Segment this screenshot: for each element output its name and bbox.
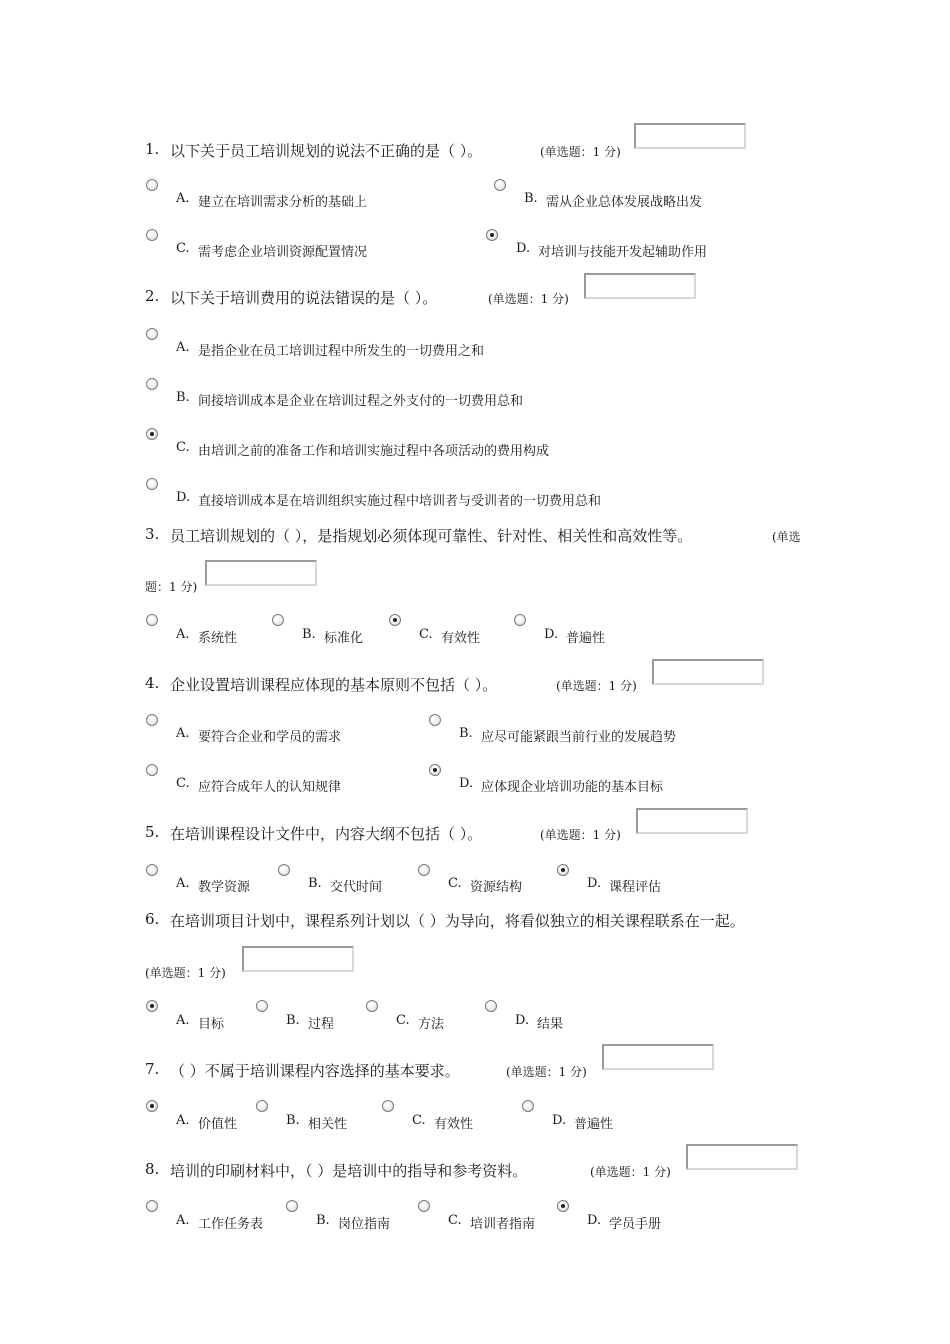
option-letter: B. (459, 726, 473, 741)
option-text: 学员手册 (609, 1217, 662, 1232)
option-letter: D. (544, 627, 559, 642)
radio-button[interactable] (418, 864, 430, 876)
question-meta: (单选题：1 分) (540, 828, 621, 842)
option-letter: B. (302, 627, 316, 642)
radio-button[interactable] (389, 614, 401, 626)
question-number: 2. (145, 287, 160, 305)
radio-button[interactable] (146, 864, 158, 876)
option-letter: B. (286, 1113, 300, 1128)
option-letter: A. (176, 876, 190, 891)
radio-button[interactable] (418, 1200, 430, 1212)
option-text: 课程评估 (609, 880, 662, 895)
radio-button[interactable] (146, 764, 158, 776)
option-text: 标准化 (324, 631, 364, 646)
radio-button[interactable] (557, 1200, 569, 1212)
option-text: 资源结构 (470, 880, 523, 895)
option-letter: B. (176, 390, 190, 405)
option-text: 有效性 (434, 1117, 474, 1132)
question-meta: (单选题：1 分) (488, 292, 569, 306)
option-letter: D. (516, 241, 531, 256)
option-letter: C. (176, 440, 190, 455)
radio-button[interactable] (256, 1000, 268, 1012)
question-text: 以下关于培训费用的说法错误的是（ ）。 (170, 289, 438, 307)
option-text: 交代时间 (330, 880, 383, 895)
option-text: 应体现企业培训功能的基本目标 (481, 780, 664, 795)
option-letter: A. (176, 340, 190, 355)
radio-button[interactable] (494, 179, 506, 191)
option-text: 要符合企业和学员的需求 (198, 730, 342, 745)
radio-button[interactable] (429, 714, 441, 726)
question-number: 4. (145, 674, 160, 692)
option-text: 结果 (537, 1017, 564, 1032)
radio-button[interactable] (429, 764, 441, 776)
score-input[interactable] (634, 123, 746, 149)
option-letter: A. (176, 191, 190, 206)
score-input[interactable] (686, 1144, 798, 1170)
score-input[interactable] (242, 946, 354, 972)
option-text: 对培训与技能开发起辅助作用 (538, 245, 708, 260)
radio-button[interactable] (146, 478, 158, 490)
radio-button[interactable] (146, 428, 158, 440)
radio-button[interactable] (557, 864, 569, 876)
question-meta: (单选题：1 分) (540, 145, 621, 159)
question-text: 以下关于员工培训规划的说法不正确的是（ ）。 (170, 142, 483, 160)
question-meta: (单选题：1 分) (590, 1165, 671, 1179)
radio-button[interactable] (366, 1000, 378, 1012)
question-number: 6. (145, 910, 160, 928)
option-text: 应符合成年人的认知规律 (198, 780, 342, 795)
option-text: 普遍性 (566, 631, 606, 646)
option-letter: A. (176, 726, 190, 741)
option-text: 普遍性 (574, 1117, 614, 1132)
question-number: 1. (145, 140, 160, 158)
radio-button[interactable] (146, 614, 158, 626)
question-number: 5. (145, 823, 160, 841)
option-letter: A. (176, 1013, 190, 1028)
radio-button[interactable] (146, 1200, 158, 1212)
score-input[interactable] (205, 560, 317, 586)
question-number: 3. (145, 525, 160, 543)
option-letter: B. (524, 191, 538, 206)
option-letter: C. (396, 1013, 410, 1028)
question-text: 培训的印刷材料中，（ ）是培训中的指导和参考资料。 (170, 1162, 528, 1180)
option-text: 相关性 (308, 1117, 348, 1132)
question-text: 企业设置培训课程应体现的基本原则不包括（ ）。 (170, 676, 498, 694)
option-letter: D. (176, 490, 191, 505)
option-letter: D. (587, 1213, 602, 1228)
radio-button[interactable] (286, 1200, 298, 1212)
question-meta: (单选 (772, 530, 801, 544)
question-text: 在培训项目计划中，课程系列计划以（ ）为导向，将看似独立的相关课程联系在一起。 (170, 912, 745, 930)
option-letter: B. (286, 1013, 300, 1028)
radio-button[interactable] (485, 1000, 497, 1012)
option-text: 教学资源 (198, 880, 251, 895)
option-letter: A. (176, 627, 190, 642)
option-text: 有效性 (441, 631, 481, 646)
radio-button[interactable] (146, 714, 158, 726)
question-number: 7. (145, 1060, 160, 1078)
radio-button[interactable] (146, 1000, 158, 1012)
score-input[interactable] (636, 808, 748, 834)
question-meta: (单选题：1 分) (145, 966, 226, 980)
question-meta: (单选题：1 分) (506, 1065, 587, 1079)
question-meta-continued: 题：1 分) (145, 580, 198, 594)
option-text: 建立在培训需求分析的基础上 (198, 195, 368, 210)
option-text: 方法 (418, 1017, 445, 1032)
option-letter: C. (176, 241, 190, 256)
radio-button[interactable] (522, 1100, 534, 1112)
score-input[interactable] (602, 1044, 714, 1070)
option-text: 工作任务表 (198, 1217, 264, 1232)
radio-button[interactable] (146, 1100, 158, 1112)
question-number: 8. (145, 1160, 160, 1178)
option-letter: B. (316, 1213, 330, 1228)
radio-button[interactable] (486, 229, 498, 241)
option-text: 岗位指南 (338, 1217, 391, 1232)
radio-button[interactable] (146, 328, 158, 340)
question-meta: (单选题：1 分) (556, 679, 637, 693)
option-text: 需考虑企业培训资源配置情况 (198, 245, 368, 260)
score-input[interactable] (652, 659, 764, 685)
option-letter: C. (448, 1213, 462, 1228)
option-letter: C. (412, 1113, 426, 1128)
question-text: 在培训课程设计文件中，内容大纲不包括（ ）。 (170, 825, 483, 843)
option-text: 过程 (308, 1017, 335, 1032)
option-letter: D. (515, 1013, 530, 1028)
radio-button[interactable] (146, 378, 158, 390)
option-letter: D. (587, 876, 602, 891)
radio-button[interactable] (514, 614, 526, 626)
radio-button[interactable] (278, 864, 290, 876)
option-letter: C. (419, 627, 433, 642)
score-input[interactable] (584, 273, 696, 299)
radio-button[interactable] (272, 614, 284, 626)
question-text: 员工培训规划的（ ），是指规划必须体现可靠性、针对性、相关性和高效性等。 (170, 527, 693, 545)
option-text: 是指企业在员工培训过程中所发生的一切费用之和 (198, 344, 485, 359)
option-text: 应尽可能紧跟当前行业的发展趋势 (481, 730, 677, 745)
question-text: （ ）不属于培训课程内容选择的基本要求。 (170, 1062, 460, 1080)
option-letter: C. (448, 876, 462, 891)
radio-button[interactable] (146, 229, 158, 241)
option-letter: A. (176, 1213, 190, 1228)
option-text: 直接培训成本是在培训组织实施过程中培训者与受训者的一切费用总和 (198, 494, 602, 509)
option-text: 系统性 (198, 631, 238, 646)
option-text: 价值性 (198, 1117, 238, 1132)
radio-button[interactable] (146, 179, 158, 191)
option-text: 培训者指南 (470, 1217, 536, 1232)
option-letter: C. (176, 776, 190, 791)
option-text: 间接培训成本是企业在培训过程之外支付的一切费用总和 (198, 394, 524, 409)
option-text: 目标 (198, 1017, 225, 1032)
radio-button[interactable] (382, 1100, 394, 1112)
option-letter: B. (308, 876, 322, 891)
option-letter: A. (176, 1113, 190, 1128)
option-letter: D. (459, 776, 474, 791)
option-text: 需从企业总体发展战略出发 (546, 195, 703, 210)
option-text: 由培训之前的准备工作和培训实施过程中各项活动的费用构成 (198, 444, 550, 459)
option-letter: D. (552, 1113, 567, 1128)
radio-button[interactable] (256, 1100, 268, 1112)
